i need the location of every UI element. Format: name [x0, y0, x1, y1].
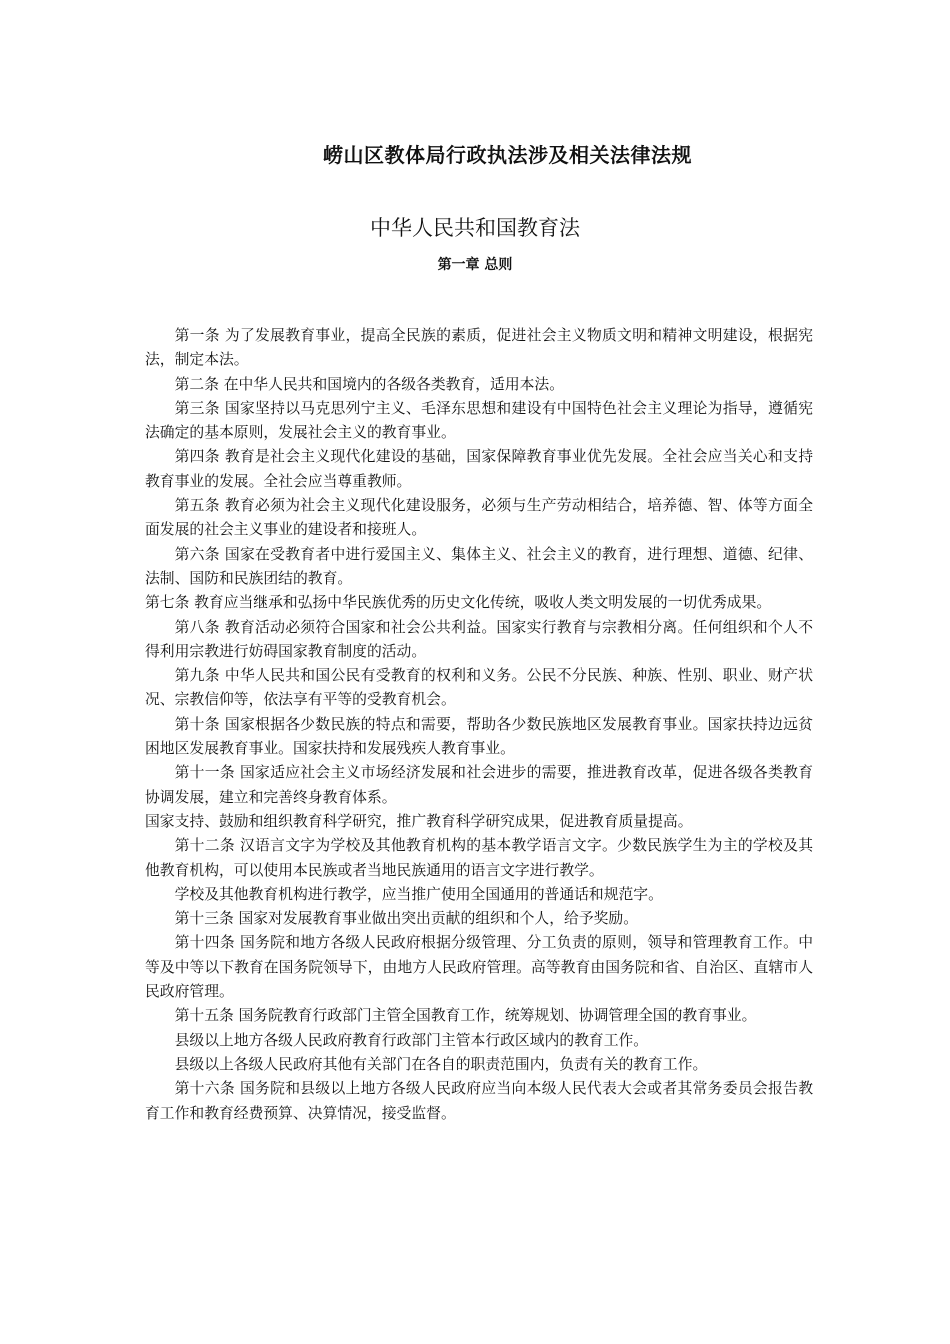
article-paragraph: 第六条 国家在受教育者中进行爱国主义、集体主义、社会主义的教育，进行理想、道德、纪律、法制、国防和民族团结的教育。: [145, 545, 813, 587]
article-paragraph: 第十一条 国家适应社会主义市场经济发展和社会进步的需要，推进教育改革，促进各级各类教育协调发展，建立和完善终身教育体系。: [145, 764, 813, 806]
article-paragraph: 第九条 中华人民共和国公民有受教育的权利和义务。公民不分民族、种族、性别、职业、财产状况、宗教信仰等，依法享有平等的受教育机会。: [145, 667, 813, 709]
article-paragraph: 第一条 为了发展教育事业，提高全民族的素质，促进社会主义物质文明和精神文明建设，根据宪法，制定本法。: [145, 327, 813, 369]
law-title: 中华人民共和国教育法: [370, 216, 580, 240]
article-paragraph: 第十五条 国务院教育行政部门主管全国教育工作，统筹规划、协调管理全国的教育事业。: [174, 1007, 757, 1025]
article-paragraph: 第十四条 国务院和地方各级人民政府根据分级管理、分工负责的原则，领导和管理教育工作。中等及中等以下教育在国务院领导下，由地方人民政府管理。高等教育由国务院和省、自治区、直辖市人民政府管理。: [145, 934, 813, 1001]
article-paragraph: 第十三条 国家对发展教育事业做出突出贡献的组织和个人，给予奖励。: [174, 910, 639, 928]
article-paragraph: 第三条 国家坚持以马克思列宁主义、毛泽东思想和建设有中国特色社会主义理论为指导，遵循宪法确定的基本原则，发展社会主义的教育事业。: [145, 399, 813, 442]
article-paragraph: 国家支持、鼓励和组织教育科学研究，推广教育科学研究成果，促进教育质量提高。: [145, 812, 693, 830]
article-paragraph: 第五条 教育必须为社会主义现代化建设服务，必须与生产劳动相结合，培养德、智、体等方面全面发展的社会主义事业的建设者和接班人。: [145, 497, 813, 539]
article-paragraph: 第十六条 国务院和县级以上地方各级人民政府应当向本级人民代表大会或者其常务委员会报告教育工作和教育经费预算、决算情况，接受监督。: [145, 1080, 813, 1122]
article-paragraph: 县级以上地方各级人民政府教育行政部门主管本行政区域内的教育工作。: [174, 1031, 649, 1049]
article-paragraph: 第四条 教育是社会主义现代化建设的基础，国家保障教育事业优先发展。全社会应当关心和支持教育事业的发展。全社会应当尊重教师。: [145, 448, 813, 490]
article-paragraph: 县级以上各级人民政府其他有关部门在各自的职责范围内，负责有关的教育工作。: [174, 1055, 708, 1073]
article-paragraph: 第二条 在中华人民共和国境内的各级各类教育，适用本法。: [174, 375, 565, 393]
article-paragraph: 第八条 教育活动必须符合国家和社会公共利益。国家实行教育与宗教相分离。任何组织和个人不得利用宗教进行妨碍国家教育制度的活动。: [145, 618, 813, 660]
article-paragraph: 学校及其他教育机构进行教学，应当推广使用全国通用的普通话和规范字。: [174, 885, 663, 903]
document-title: 崂山区教体局行政执法涉及相关法律法规: [323, 143, 692, 167]
article-paragraph: 第七条 教育应当继承和弘扬中华民族优秀的历史文化传统，吸收人类文明发展的一切优秀成果。: [145, 594, 772, 612]
article-paragraph: 第十条 国家根据各少数民族的特点和需要，帮助各少数民族地区发展教育事业。国家扶持边远贫困地区发展教育事业。国家扶持和发展残疾人教育事业。: [145, 715, 813, 758]
article-paragraph: 第十二条 汉语言文字为学校及其他教育机构的基本教学语言文字。少数民族学生为主的学校及其他教育机构，可以使用本民族或者当地民族通用的语言文字进行教学。: [145, 837, 813, 879]
chapter-heading: 第一章 总则: [437, 257, 513, 273]
document-body: [145, 324, 813, 1126]
